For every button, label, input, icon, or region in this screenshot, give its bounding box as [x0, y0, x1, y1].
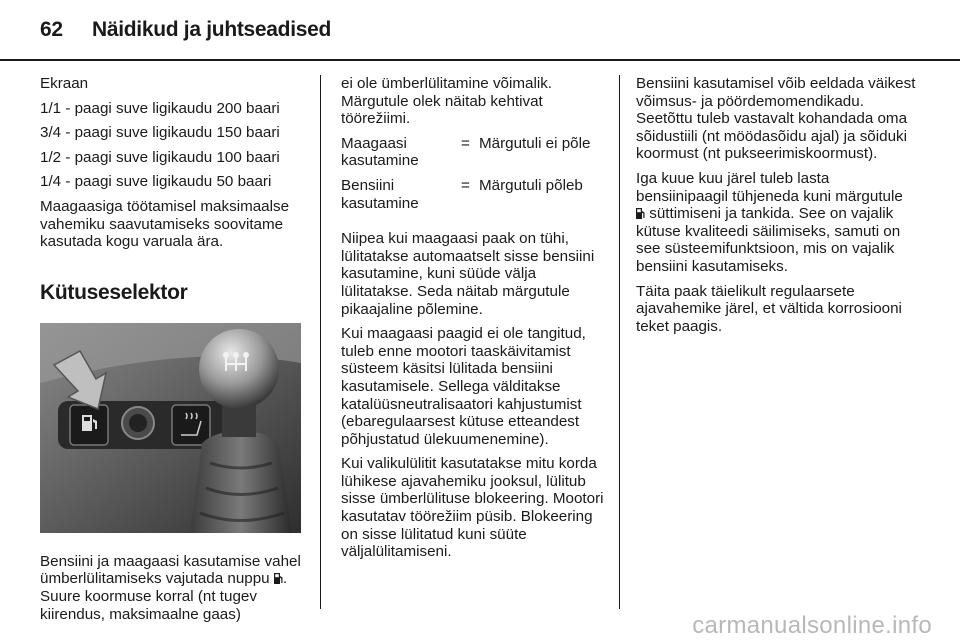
header-rule — [0, 59, 960, 61]
range-recommendation: Maagaasiga töötamisel maksimaalse vahemiku saavutamiseks soovitame kasutada kogu varuala ära. — [40, 197, 290, 251]
power-loss-text: Bensiini kasutamisel võib eeldada väikest võimsus- ja pöördemomendikadu. Seetõttu tuleb vastavalt kohandada oma sõidustiili (nt möödasõidu ajal) ja sõiduki koormust (nt pukseerimiskoormust). — [636, 75, 916, 163]
column-divider-2 — [619, 75, 620, 609]
gauge-line-full: 1/1 - paagi suve ligikaudu 200 baari — [40, 99, 280, 117]
switch-lock-text: Kui valikulülitit kasutatakse mitu korda lühikese ajavahemiku jooksul, lülitub sisse ümberlülituse blokeering. Mootori kasutatav töörežiim püsib. Blokeering on sisse lülitatud kuni süüte väljalülitamiseni. — [341, 455, 604, 561]
def-row-petrol: Bensiini kasutamine = Märgutuli põleb — [341, 176, 583, 212]
column-divider-1 — [320, 75, 321, 609]
column-3 — [636, 75, 916, 342]
fuel-pump-icon — [274, 571, 283, 583]
column-2 — [341, 75, 609, 568]
page-number: 62 — [40, 18, 63, 41]
section-heading: Kütuseselektor — [40, 280, 188, 304]
manual-switch-text: Kui maagaasi paagid ei ole tangitud, tuleb enne mootori taaskäivitamist süsteem käsitsi lülitada bensiini kasutamisele. Sellega välditakse katalüüsneutralisaatori kahjustumist (ebaregulaarsest kütuse etteandest põhjustatud ülekuumenemine). — [341, 325, 586, 448]
def-row-gas: Maagaasi kasutamine = Märgutuli ei põle — [341, 134, 591, 170]
watermark: carmanualsonline.info — [692, 612, 932, 639]
section-title: Näidikud ja juhtseadised — [92, 18, 332, 41]
fill-tank-text: Täita paak täielikult regulaarsete ajavahemike järel, et vältida korrosiooni teket paagis. — [636, 282, 902, 335]
display-label: Ekraan — [40, 75, 89, 92]
fuel-selector-photo — [40, 323, 301, 533]
gauge-line-quarter: 1/4 - paagi suve ligikaudu 50 baari — [40, 173, 272, 191]
mode-indicator-text: ei ole ümberlülitamine võimalik. Märgutule olek näitab kehtivat töörežiimi. — [341, 75, 553, 128]
gauge-line-three-quarter: 3/4 - paagi suve ligikaudu 150 baari — [40, 124, 280, 142]
column-1 — [40, 75, 308, 623]
page-header — [40, 18, 331, 42]
figure-caption: Bensiini ja maagaasi kasutamise vahel ümberlülitamiseks vajutada nuppu . Suure koormuse korral (nt tugev kiirendus, maksimaalne gaas) — [40, 552, 301, 623]
auto-switch-text: Niipea kui maagaasi paak on tühi, lülitatakse automaatselt sisse bensiini kasutamine, kuni süüde välja lülitatakse. Seda näitab märgutule pikaajaline põlemine. — [341, 230, 595, 318]
fuel-pump-icon — [636, 206, 645, 218]
gauge-line-half: 1/2 - paagi suve ligikaudu 100 baari — [40, 148, 280, 166]
six-month-text: Iga kuue kuu järel tuleb lasta bensiinipaagil tühjeneda kuni märgutule süttimiseni ja tankida. See on vajalik kütuse kvaliteedi säilimiseks, samuti on see süsteemifunktsioon, mis on vajalik bensiini kasutamiseks. — [636, 169, 903, 275]
